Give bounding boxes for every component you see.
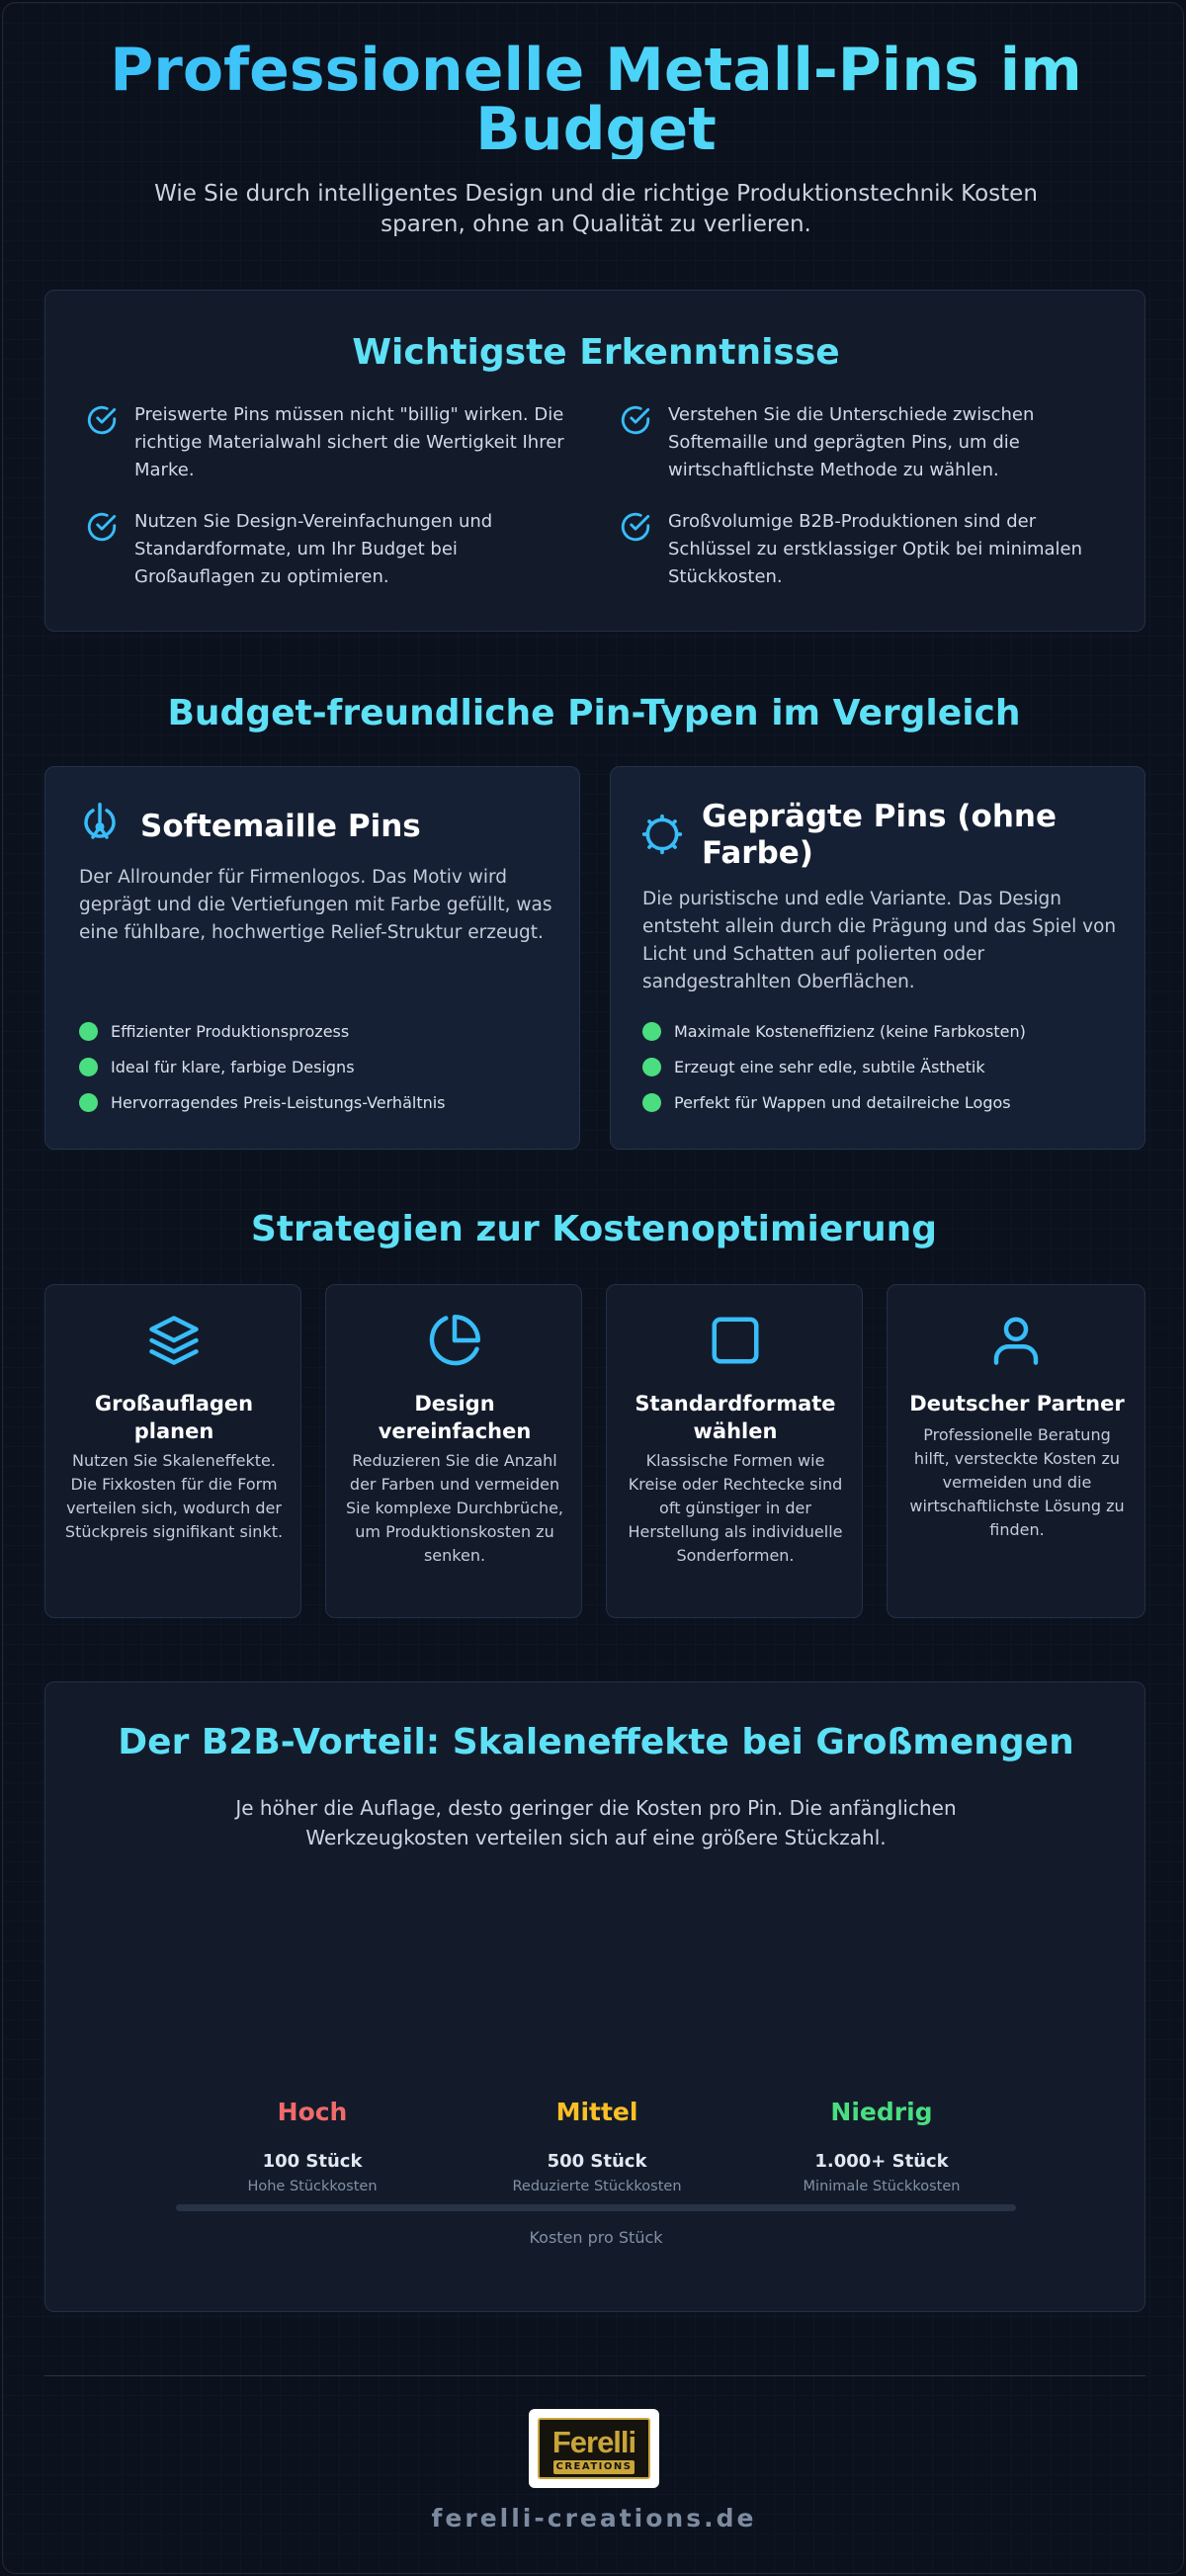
strategy-card-grossauflagen [44, 1284, 301, 1618]
takeaway-text: Nutzen Sie Design-Vereinfachungen und Standardformate, um Ihr Budget bei Großauflagen zu optimieren. [134, 511, 493, 587]
quantity-label: 1.000+ Stück [814, 2151, 949, 2172]
pin-type-description: Der Allrounder für Firmenlogos. Das Motiv wird geprägt und die Vertiefungen mit Farbe gefüllt, was eine fühlbare, hochwertige Relief-Struktur erzeugt. [79, 867, 552, 943]
cost-axis-label: Kosten pro Stück [529, 2228, 663, 2247]
feature-item [642, 1022, 1026, 1041]
quantity-label: 500 Stück [547, 2151, 647, 2172]
feature-item [79, 1093, 446, 1112]
strategy-description: Reduzieren Sie die Anzahl der Farben und vermeiden Sie komplexe Durchbrüche, um Produktionskosten zu senken. [345, 1451, 564, 1565]
footer-website-link[interactable]: ferelli-creations.de [431, 2504, 757, 2533]
pin-type-card-gepraegt [610, 766, 1145, 1150]
pin-type-description: Die puristische und edle Variante. Das Design entsteht allein durch die Prägung und das Spiel von Licht und Schatten auf polierten oder sandgestrahlten Oberflächen. [642, 889, 1117, 992]
cost-label: Hohe Stückkosten [247, 2179, 378, 2194]
strategy-description: Klassische Formen wie Kreise oder Rechtecke sind oft günstiger in der Herstellung als individuelle Sonderformen. [628, 1451, 843, 1565]
logo-plate [538, 2418, 650, 2479]
strategy-card-standardformate [606, 1284, 863, 1618]
strategy-description: Professionelle Beratung hilft, versteckte Kosten zu vermeiden und die wirtschaftlichste Lösung zu finden. [909, 1425, 1125, 1539]
b2b-card [44, 1681, 1145, 2312]
strategies-heading: Strategien zur Kostenoptimierung [250, 1209, 938, 1249]
takeaways-heading: Wichtigste Erkenntnisse [352, 332, 840, 373]
cost-label: Minimale Stückkosten [803, 2179, 961, 2194]
feature-item [79, 1058, 355, 1076]
takeaway-item [619, 401, 1113, 484]
comparison-heading: Budget-freundliche Pin-Typen im Vergleich [167, 693, 1021, 733]
check-circle-icon [619, 403, 652, 484]
layers-icon [144, 1311, 204, 1370]
feature-item [642, 1093, 1011, 1112]
feature-text: Maximale Kosteneffizienz (keine Farbkosten) [674, 1022, 1026, 1041]
bullet-dot [79, 1022, 98, 1041]
logo-text: Ferelli [551, 2425, 636, 2459]
check-circle-icon [85, 403, 119, 484]
page-subtitle: Wie Sie durch intelligentes Design und die richtige Produktionstechnik Kosten sparen, ohne an Qualität zu verlieren. [154, 181, 1038, 237]
takeaway-item [85, 401, 579, 484]
gear-circle-icon [640, 813, 684, 856]
square-icon [706, 1311, 765, 1370]
footer-divider [44, 2375, 1145, 2376]
takeaway-text: Verstehen Sie die Unterschiede zwischen Softemaille und geprägten Pins, um die wirtschaftlichste Methode zu wählen. [668, 404, 1035, 480]
feature-item [79, 1022, 349, 1041]
strategy-card-design [325, 1284, 582, 1618]
company-logo [529, 2409, 659, 2488]
pie-chart-icon [425, 1311, 484, 1370]
feature-text: Erzeugt eine sehr edle, subtile Ästhetik [674, 1058, 985, 1076]
feature-text: Ideal für klare, farbige Designs [111, 1058, 355, 1076]
takeaway-item [85, 508, 579, 591]
feature-text: Effizienter Produktionsprozess [111, 1022, 350, 1041]
pin-type-title: Geprägte Pins (ohne Farbe) [702, 799, 1057, 871]
strategy-title: Design vereinfachen [378, 1392, 532, 1443]
quantity-label: 100 Stück [262, 2151, 363, 2172]
cost-label: Reduzierte Stückkosten [512, 2179, 682, 2194]
feature-item [642, 1058, 985, 1076]
bullet-dot [642, 1058, 661, 1076]
cost-level-medium: Mittel [555, 2098, 638, 2126]
strategy-description: Nutzen Sie Skaleneffekte. Die Fixkosten für die Form verteilen sich, wodurch der Stückpreis signifikant sinkt. [64, 1451, 284, 1541]
check-circle-icon [85, 510, 119, 591]
check-circle-icon [619, 510, 652, 591]
feature-text: Perfekt für Wappen und detailreiche Logos [674, 1093, 1011, 1112]
user-icon [986, 1311, 1046, 1370]
bullet-dot [642, 1022, 661, 1041]
takeaway-text: Großvolumige B2B-Produktionen sind der Schlüssel zu erstklassiger Optik bei minimalen Stückkosten. [668, 511, 1083, 587]
infographic-page [2, 2, 1184, 2574]
bullet-dot [642, 1093, 661, 1112]
bullet-dot [79, 1058, 98, 1076]
pin-type-card-softemaille [44, 766, 580, 1150]
logo-subtext: CREATIONS [553, 2460, 635, 2474]
bullet-dot [79, 1093, 98, 1112]
cost-level-low: Niedrig [830, 2098, 933, 2126]
takeaway-item [619, 508, 1113, 591]
page-title: Professionelle Metall-Pins im Budget [62, 41, 1130, 159]
takeaways-card [44, 290, 1145, 632]
cost-axis-bar [176, 2204, 1016, 2211]
pin-type-title: Softemaille Pins [140, 809, 421, 844]
strategy-title: Deutscher Partner [909, 1392, 1125, 1416]
feature-text: Hervorragendes Preis-Leistungs-Verhältnis [111, 1093, 446, 1112]
strategy-title: Großauflagen planen [94, 1392, 254, 1443]
takeaway-text: Preiswerte Pins müssen nicht "billig" wirken. Die richtige Materialwahl sichert die Wertigkeit Ihrer Marke. [134, 404, 564, 480]
paint-drop-icon [79, 801, 121, 846]
b2b-intro: Je höher die Auflage, desto geringer die Kosten pro Pin. Die anfänglichen Werkzeugkosten verteilen sich auf eine größere Stückzahl. [235, 1796, 957, 1849]
strategy-title: Standardformate wählen [635, 1392, 836, 1443]
cost-level-high: Hoch [277, 2098, 348, 2126]
b2b-heading: Der B2B-Vorteil: Skaleneffekte bei Großmengen [118, 1722, 1074, 1762]
strategy-card-partner [887, 1284, 1145, 1618]
